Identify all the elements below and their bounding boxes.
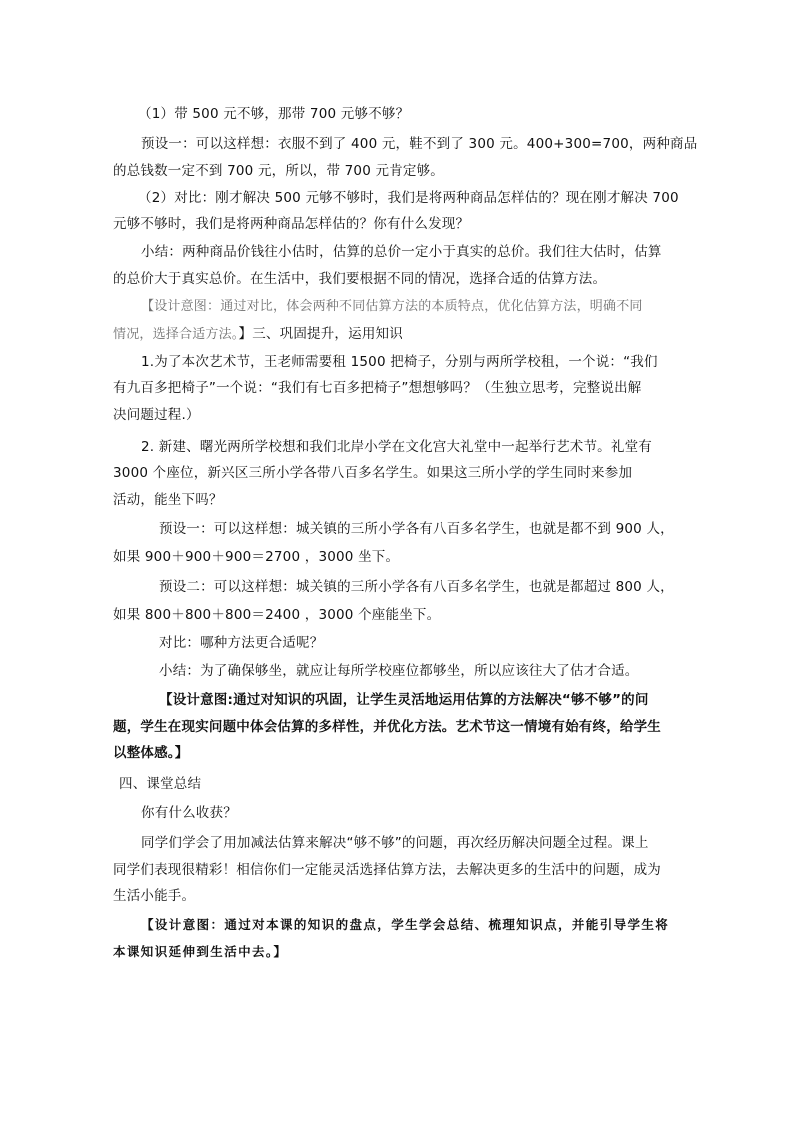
text-line: 如果 800＋800＋800＝2400 ，3000 个座能坐下。 (113, 607, 441, 623)
design-intent-note: 情况，选择合适方法。 (113, 327, 239, 342)
text-line: 同学们学会了用加减法估算来解决“够不够”的问题，再次经历解决问题全过程。课上 (141, 835, 649, 851)
text-line: 的总价大于真实总价。在生活中，我们要根据不同的情况，选择合适的估算方法。 (113, 271, 607, 287)
text-line: 预设二：可以这样想：城关镇的三所小学各有八百多名学生，也就是都超过 800 人， (159, 579, 674, 595)
text-line: 预设一：可以这样想：城关镇的三所小学各有八百多名学生，也就是都不到 900 人， (159, 521, 674, 537)
text-line: （2）对比：刚才解决 500 元够不够时，我们是将两种商品怎样估的？现在刚才解决 700 (138, 190, 679, 206)
text-line: 有九百多把椅子”一个说：“我们有七百多把椅子”想想够吗？（生独立思考，完整说出解 (113, 380, 642, 396)
text-line: 小结：两种商品价钱往小估时，估算的总价一定小于真实的总价。我们往大估时，估算 (141, 244, 662, 260)
text-line: 3000 个座位，新兴区三所小学各带八百多名学生。如果这三所小学的学生同时来参加 (113, 465, 633, 481)
text-line: 对比：哪种方法更合适呢？ (159, 635, 324, 651)
design-intent-note: 【设计意图：通过对比，体会两种不同估算方法的本质特点，优化估算方法，明确不同 (141, 299, 643, 314)
design-intent-note: 以整体感。】 (113, 745, 189, 761)
text-line: 预设一：可以这样想：衣服不到了 400 元，鞋不到了 300 元。400+300=700，两种商品 (141, 136, 698, 152)
text-line: 1.为了本次艺术节，王老师需要租 1500 把椅子，分别与两所学校租，一个说：“我们 (141, 354, 658, 370)
text-line: 活动，能坐下吗？ (113, 492, 223, 508)
design-intent-note: 本课知识延伸到生活中去。】 (113, 944, 288, 959)
section-heading: 】三、巩固提升，运用知识 (238, 326, 403, 342)
text-line: 同学们表现很精彩！相信你们一定能灵活选择估算方法，去解决更多的生活中的问题，成为 (113, 862, 661, 878)
text-line: （1）带 500 元不够，那带 700 元够不够？ (138, 106, 410, 122)
text-line: 如果 900＋900＋900＝2700 ，3000 坐下。 (113, 549, 400, 565)
design-intent-note: 【设计意图:通过对知识的巩固，让学生灵活地运用估算的方法解决“够不够”的问 (159, 692, 649, 708)
text-line: 小结：为了确保够坐，就应让每所学校座位都够坐，所以应该往大了估才合适。 (159, 663, 639, 679)
text-line: 生活小能手。 (113, 888, 196, 904)
section-heading: 四、课堂总结 (119, 776, 202, 792)
design-intent-note: 题，学生在现实问题中体会估算的多样性，并优化方法。艺术节这一情境有始有终，给学生 (113, 719, 661, 735)
text-line: 决问题过程.） (113, 407, 200, 423)
text-line: 2. 新建、曙光两所学校想和我们北岸小学在文化宫大礼堂中一起举行艺术节。礼堂有 (141, 439, 652, 455)
text-line: 的总钱数一定不到 700 元，所以，带 700 元肯定够。 (113, 163, 444, 179)
text-line: 元够不够时，我们是将两种商品怎样估的？你有什么发现？ (113, 216, 470, 232)
design-intent-note: 【设计意图：通过对本课的知识的盘点，学生学会总结、梳理知识点，并能引导学生将 (141, 917, 670, 932)
text-line: 你有什么收获？ (141, 805, 237, 821)
mixed-line (113, 324, 403, 345)
